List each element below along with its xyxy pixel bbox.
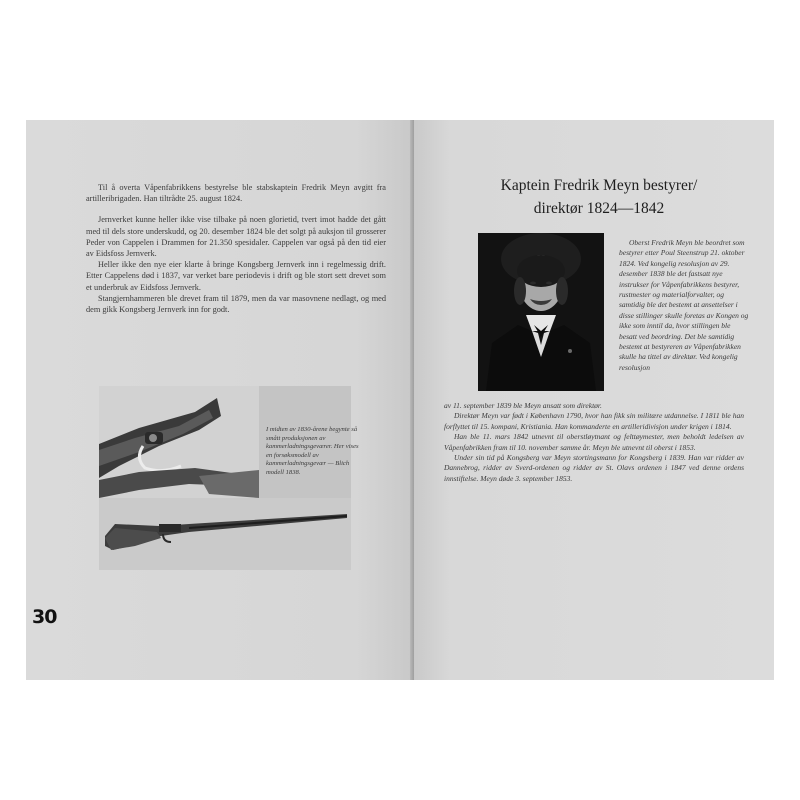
rifles-photo [99,386,351,570]
paragraph: Oberst Fredrik Meyn ble beordret som bestyrer etter Poul Steenstrup 21. oktober 1824. Ved kongelig resolusjon av 29. desember 1838 ble det fastsatt nye instrukser for Våpenfabrikkens bestyrer, rustmester og materialforvalter, og samtidig ble det bestemt at ansettelser i disse stillinger skulle foretas av Kongen og ikke som inntil da, hvor stillingen ble besatt ved beordring. Det ble samtidig bestemt at bestyreren av Våpenfabrikken skulle ha tittel av direktør. Ved kongelig resolusjon [619,238,749,372]
paragraph: Direktør Meyn var født i København 1790, hvor han fikk sin militære utdannelse. I 1811 ble han forflyttet til 15. kompani, Kristiania. Han kommanderte en artilleridivisjon under krigen i 1814. [444,411,744,431]
paragraph: Til å overta Våpenfabrikkens bestyrelse ble stabskaptein Fredrik Meyn avgitt fra artilleribrigaden. Han tiltrådte 25. august 1824. [86,183,386,204]
right-page [414,120,774,680]
heading-line: direktør 1824—1842 [533,200,665,217]
portrait-photo [478,233,604,391]
paragraph: Han ble 11. mars 1842 utnevnt til oberstløytnant og felttøymester, men beholdt ledelsen av Våpenfabrikken fram til 10. november samme år. Meyn ble utnevnt til oberst i 1853. [444,432,744,452]
paragraph: Jernverket kunne heller ikke vise tilbake på noen glorietid, tvert imot hadde det gått med til dels store underskudd, og 20. desember 1824 ble det solgt på auksjon til grosserer Peder von Cappelen i Drammen for 21.350 spesidaler. Cappelen var også på den tid eier av Eidsfoss Jernverk. [86,215,386,259]
right-page-text [444,401,744,484]
left-page [26,120,414,680]
page-number: 30 [32,606,57,628]
paragraph: Stangjernhammeren ble drevet fram til 1879, men da var masovnene nedlagt, og med dem gikk Kongsberg Jernverk inn for godt. [86,293,386,315]
portrait-illustration [478,233,604,391]
photo-caption: I midten av 1830-årene begynte så smått produksjonen av kammerladningsgeværer. Her vises en forsøksmodell av kammerladningsgevær — Blich modell 1838. [266,426,359,476]
paragraph: Under sin tid på Kongsberg var Meyn stortingsmann for Kongsberg i 1839. Han var ridder av Dannebrog, ridder av Sverd-ordenen og ridder av St. Olavs ordenen i 1847 ved denne ordens innstiftelse. Meyn døde 3. september 1853. [444,453,744,483]
chapter-heading [434,174,764,220]
book-spread [26,120,774,680]
rifles-illustration [99,386,351,570]
heading-line: Kaptein Fredrik Meyn bestyrer/ [500,177,698,194]
paragraph: av 11. september 1839 ble Meyn ansatt som direktør. [444,401,602,410]
side-text [619,238,749,373]
paragraph: Heller ikke den nye eier klarte å bringe Kongsberg Jernverk inn i regelmessig drift. Etter Cappelens død i 1837, var verket bare periodevis i drift og ble stort sett drevet som et underbruk av Eidsfoss Jernverk. [86,260,386,292]
left-page-text [86,182,386,315]
